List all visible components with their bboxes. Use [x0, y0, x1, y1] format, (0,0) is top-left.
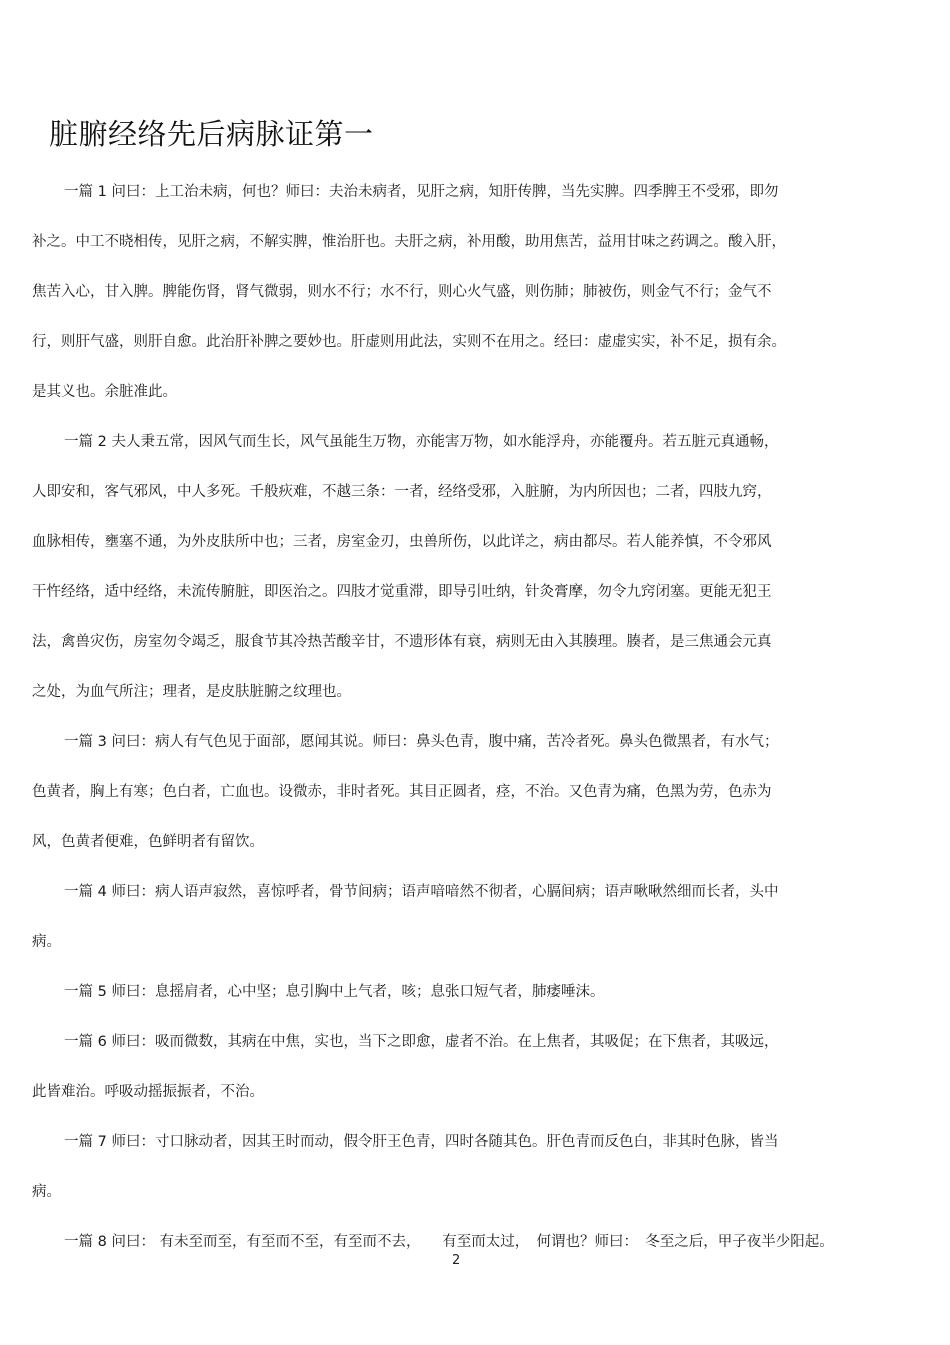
text-line: 是其义也。余脏准此。 — [32, 384, 177, 400]
text-line: 一篇 2 夫人秉五常，因风气而生长，风气虽能生万物，亦能害万物，如水能浮舟，亦能覆舟。若五脏元真通畅， — [64, 434, 779, 450]
text-line: 血脉相传，壅塞不通，为外皮肤所中也；三者，房室金刃，虫兽所伤，以此详之，病由都尽。若人能养慎，不令邪风 — [32, 534, 772, 550]
text-line: 行，则肝气盛，则肝自愈。此治肝补脾之要妙也。肝虚则用此法，实则不在用之。经曰：虚虚实实，补不足，损有余。 — [32, 334, 786, 350]
text-line: 一篇 3 问曰：病人有气色见于面部，愿闻其说。师曰：鼻头色青，腹中痛，苦冷者死。鼻头色微黑者，有水气； — [64, 734, 779, 750]
text-line: 病。 — [32, 1184, 61, 1200]
text-line: 色黄者，胸上有寒；色白者，亡血也。设微赤，非时者死。其目正圆者，痉，不治。又色青为痛，色黑为劳，色赤为 — [32, 784, 772, 800]
text-line: 风，色黄者便难，色鲜明者有留饮。 — [32, 834, 264, 850]
text-line: 焦苦入心，甘入脾。脾能伤肾，肾气微弱，则水不行；水不行，则心火气盛，则伤肺；肺被伤，则金气不行；金气不 — [32, 284, 772, 300]
text-line: 之处，为血气所注；理者，是皮肤脏腑之纹理也。 — [32, 684, 351, 700]
text-line: 一篇 7 师曰：寸口脉动者，因其王时而动，假令肝王色青，四时各随其色。肝色青而反色白，非其时色脉，皆当 — [64, 1134, 779, 1150]
text-line: 干忤经络，适中经络，未流传腑脏，即医治之。四肢才觉重滞，即导引吐纳，针灸膏摩，勿令九窍闭塞。更能无犯王 — [32, 584, 772, 600]
text-line: 一篇 8 问曰： 有未至而至，有至而不至，有至而不去， 有至而太过， 何谓也？师曰： 冬至之后，甲子夜半少阳起。 — [64, 1234, 834, 1250]
text-line: 一篇 6 师曰：吸而微数，其病在中焦，实也，当下之即愈，虚者不治。在上焦者，其吸促；在下焦者，其吸远， — [64, 1034, 779, 1050]
text-line: 法，禽兽灾伤，房室勿令竭乏，服食节其冷热苦酸辛甘，不遗形体有衰，病则无由入其腠理。腠者，是三焦通会元真 — [32, 634, 772, 650]
page-number: 2 — [452, 1253, 461, 1268]
text-line: 病。 — [32, 934, 61, 950]
text-line: 一篇 4 师曰：病人语声寂然，喜惊呼者，骨节间病；语声喑喑然不彻者，心膈间病；语声啾啾然细而长者，头中 — [64, 884, 779, 900]
text-line: 人即安和，客气邪风，中人多死。千般疢难，不越三条：一者，经络受邪，入脏腑，为内所因也；二者，四肢九窍， — [32, 484, 772, 500]
page-title: 脏腑经络先后病脉证第一 — [49, 117, 374, 151]
text-line: 补之。中工不晓相传，见肝之病，不解实脾，惟治肝也。夫肝之病，补用酸，助用焦苦，益用甘味之药调之。酸入肝， — [32, 234, 786, 250]
text-line: 一篇 5 师曰：息摇肩者，心中坚；息引胸中上气者，咳；息张口短气者，肺痿唾沫。 — [64, 984, 605, 1000]
text-line: 此皆难治。呼吸动摇振振者，不治。 — [32, 1084, 264, 1100]
text-line: 一篇 1 问曰：上工治未病，何也？师曰：夫治未病者，见肝之病，知肝传脾，当先实脾。四季脾王不受邪，即勿 — [64, 184, 779, 200]
